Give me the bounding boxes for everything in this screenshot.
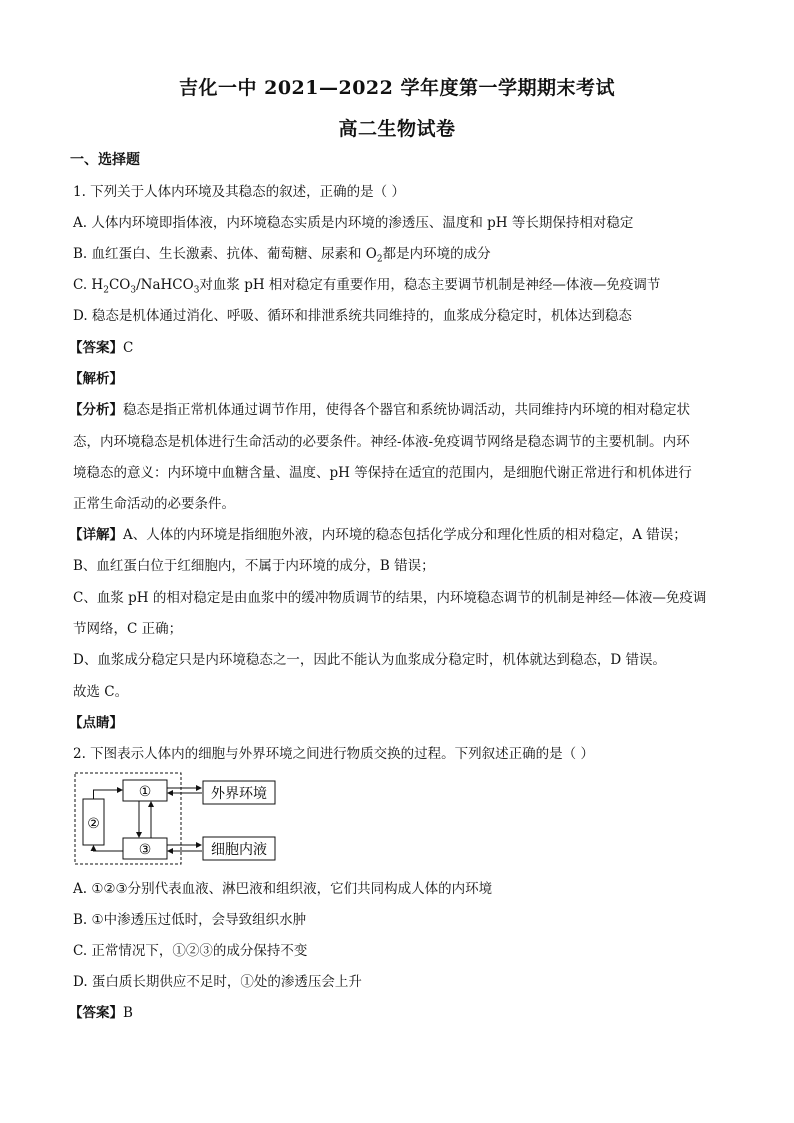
fenxi-line-3: 境稳态的意义：内环境中血糖含量、温度、pH 等保持在适宜的范围内，是细胞代谢正常进行和机体进行 <box>73 465 692 481</box>
q1-option-c <box>73 276 728 300</box>
q2-answer <box>69 1004 724 1022</box>
xiangjie-tag: 【详解】 <box>69 527 123 543</box>
q2-option-b: B. ①中渗透压过低时，会导致组织水肿 <box>73 912 307 928</box>
analysis-heading: 【解析】 <box>69 371 123 387</box>
q2-answer-value: B <box>123 1005 133 1021</box>
q1-c-p1: C. H <box>73 277 104 293</box>
q1-stem: 1. 下列关于人体内环境及其稳态的叙述，正确的是（ ） <box>73 184 405 200</box>
guxuan-line: 故选 C。 <box>73 684 129 700</box>
q1-c-s1: 2 <box>103 285 109 296</box>
q1-c-p3: /NaHCO <box>136 277 194 293</box>
q1-option-d: D. 稳态是机体通过消化、呼吸、循环和排泄系统共同维持的，血浆成分稳定时，机体达到稳态 <box>73 308 632 324</box>
q1-c-s2: 3 <box>130 285 137 296</box>
xiangjie-line-c2: 节网络，C 正确； <box>73 621 183 637</box>
exchange-diagram <box>73 771 283 866</box>
q1-option-b <box>73 245 728 269</box>
q2-stem: 2. 下图表示人体内的细胞与外界环境之间进行物质交换的过程。下列叙述正确的是（ ） <box>73 746 594 762</box>
intracellular-fluid-label: 细胞内液 <box>211 842 267 858</box>
arrow-3-to-2 <box>94 846 124 851</box>
q1-c-s3: 3 <box>193 285 200 296</box>
xiangjie-line-a <box>69 526 724 544</box>
q1-c-p2: CO <box>108 277 131 293</box>
fenxi-line-2: 态，内环境稳态是机体进行生命活动的必要条件。神经-体液-免疫调节网络是稳态调节的主要机制。内环 <box>73 434 690 450</box>
q1-option-b-text: B. 血红蛋白、生长激素、抗体、葡萄糖、尿素和 O <box>73 246 377 262</box>
arrow-2-to-1 <box>94 790 123 799</box>
q1-option-b-tail: 都是内环境的成分 <box>382 246 491 262</box>
box-2-label: ② <box>87 816 100 832</box>
q1-answer <box>69 339 724 357</box>
fenxi-tag: 【分析】 <box>69 402 123 418</box>
fenxi-line-4: 正常生命活动的必要条件。 <box>73 496 235 512</box>
exam-subtitle: 高二生物试卷 <box>338 118 456 140</box>
xiangjie-line-c1: C、血浆 pH 的相对稳定是由血浆中的缓冲物质调节的结果，内环境稳态调节的机制是神经—体液—免疫调 <box>73 590 707 606</box>
section-heading: 一、选择题 <box>70 152 140 168</box>
q2-option-a: A. ①②③分别代表血液、淋巴液和组织液，它们共同构成人体的内环境 <box>73 881 493 897</box>
exam-title: 吉化一中 2021—2022 学年度第一学期期末考试 <box>179 77 615 99</box>
q1-option-b-sub: 2 <box>376 254 383 265</box>
q2-option-d: D. 蛋白质长期供应不足时，①处的渗透压会上升 <box>73 974 362 990</box>
q1-option-a: A. 人体内环境即指体液，内环境稳态实质是内环境的渗透压、温度和 pH 等长期保持相对稳定 <box>73 215 634 231</box>
q2-answer-tag: 【答案】 <box>69 1005 123 1021</box>
xiangjie-line-d: D、血浆成分稳定只是内环境稳态之一，因此不能认为血浆成分稳定时，机体就达到稳态，D 错误。 <box>73 652 666 668</box>
q1-c-p4: 对血浆 pH 相对稳定有重要作用，稳态主要调节机制是神经—体液—免疫调节 <box>199 277 661 293</box>
outer-environment-label: 外界环境 <box>211 786 267 802</box>
answer-value: C <box>123 340 134 356</box>
answer-tag: 【答案】 <box>69 340 123 356</box>
fenxi-line-1 <box>69 401 724 419</box>
box-1-label: ① <box>138 784 152 800</box>
dianjing-heading: 【点睛】 <box>69 715 123 731</box>
fenxi-text-1: 稳态是指正常机体通过调节作用，使得各个器官和系统协调活动，共同维持内环境的相对稳定状 <box>123 402 690 418</box>
xiangjie-line-b: B、血红蛋白位于红细胞内，不属于内环境的成分，B 错误； <box>73 558 435 574</box>
xiangjie-text-a: A、人体的内环境是指细胞外液，内环境的稳态包括化学成分和理化性质的相对稳定，A 错误； <box>123 527 687 543</box>
box-3-label: ③ <box>138 842 152 858</box>
q2-option-c: C. 正常情况下，①②③的成分保持不变 <box>73 943 308 959</box>
